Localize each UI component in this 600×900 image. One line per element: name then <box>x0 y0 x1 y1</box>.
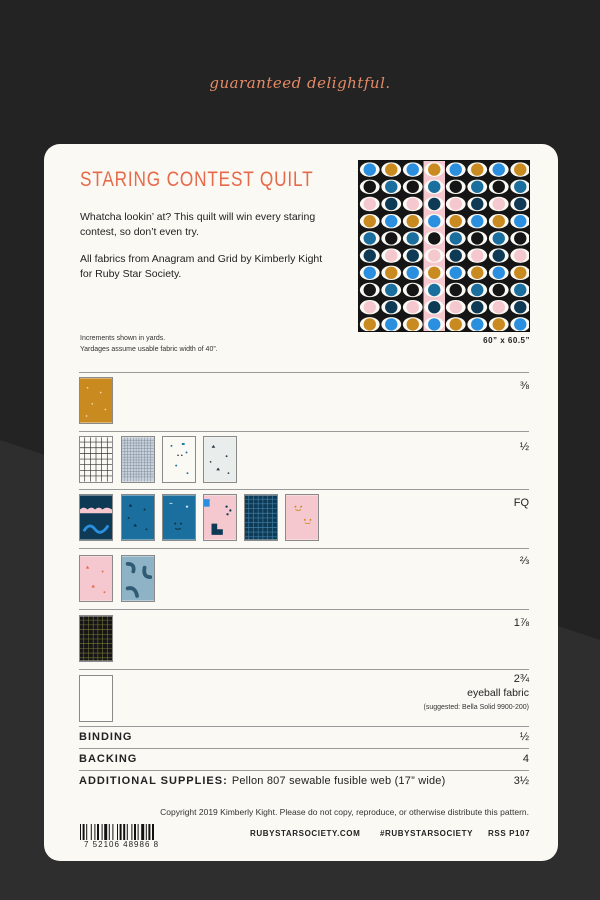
fabric-amount: 2¾ <box>513 673 529 685</box>
backing-label: BACKING <box>79 753 138 765</box>
copyright: Copyright 2019 Kimberly Kight. Please do not copy, reproduce, or otherwise distribute this pattern. <box>160 807 529 817</box>
supplies-text: Pellon 807 sewable fusible web (17” wide) <box>231 775 446 787</box>
fabric-swatch <box>79 377 113 424</box>
yardage-note: Increments shown in yards. <box>80 335 166 342</box>
yardage-note: Yardages assume usable fabric width of 40”. <box>80 346 218 353</box>
fabric-amount: 1⅞ <box>513 617 529 629</box>
fabric-swatch <box>79 675 113 722</box>
fabric-swatch <box>162 494 196 541</box>
divider <box>79 726 529 727</box>
divider <box>79 609 529 610</box>
yardage-notes <box>80 333 330 355</box>
supplies-amount: 3½ <box>513 775 529 787</box>
backing-amount: 4 <box>522 753 529 765</box>
fabric-amount: ½ <box>519 441 529 453</box>
divider <box>79 431 529 432</box>
hashtag: #RUBYSTARSOCIETY <box>380 829 474 838</box>
divider <box>79 748 529 749</box>
fabric-swatch <box>79 555 113 602</box>
divider <box>79 548 529 549</box>
tagline: guaranteed delightful. <box>209 74 391 92</box>
fabric-swatch <box>121 494 155 541</box>
pattern-title: STARING CONTEST QUILT <box>80 168 314 191</box>
quilt-size: 60” x 60.5” <box>483 336 530 345</box>
divider <box>79 489 529 490</box>
divider <box>79 770 529 771</box>
fabric-amount: ⅔ <box>519 555 529 567</box>
divider <box>79 669 529 670</box>
binding-label: BINDING <box>79 731 133 743</box>
supplies-label: ADDITIONAL SUPPLIES: <box>79 775 228 787</box>
pattern-card <box>44 144 558 861</box>
fabric-swatch <box>285 494 319 541</box>
fabric-swatch <box>203 436 237 483</box>
pattern-code: RSS P107 <box>488 829 531 838</box>
fabric-swatch <box>121 436 155 483</box>
intro-paragraph: Whatcha lookin’ at? This quilt will win every staring contest, so don’t even try. <box>80 211 316 238</box>
binding-amount: ½ <box>519 731 529 743</box>
fabric-swatch <box>244 494 278 541</box>
fabric-swatch <box>79 494 113 541</box>
fabric-swatch <box>162 436 196 483</box>
fabric-note: (suggested: Bella Solid 9900-200) <box>423 704 529 711</box>
website-link[interactable]: RUBYSTARSOCIETY.COM <box>250 829 361 838</box>
fabric-amount: ⅜ <box>519 380 529 392</box>
intro-paragraph: All fabrics from Anagram and Grid by Kimberly Kight for Ruby Star Society. <box>80 253 323 280</box>
divider <box>79 372 529 373</box>
supplies-row <box>79 775 445 787</box>
intro-text <box>80 210 330 282</box>
quilt-image <box>358 160 530 332</box>
fabric-amount: FQ <box>513 497 529 509</box>
fabric-swatch <box>79 615 113 662</box>
fabric-swatch <box>203 494 237 541</box>
fabric-swatch <box>121 555 155 602</box>
fabric-name: eyeball fabric <box>467 687 529 699</box>
barcode-number: 7 52106 48986 8 <box>80 840 180 849</box>
fabric-swatch <box>79 436 113 483</box>
